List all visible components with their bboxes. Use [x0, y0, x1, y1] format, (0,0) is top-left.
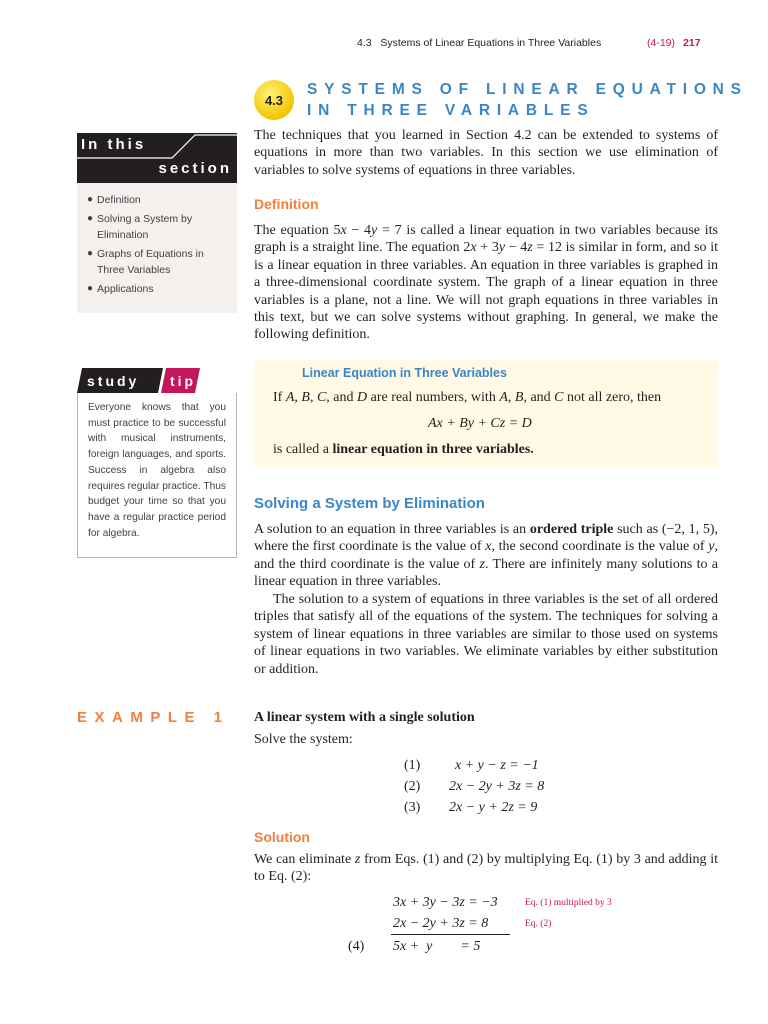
work-line-3-number: (4)	[348, 939, 365, 954]
list-item: ● Solving a System by Elimination	[87, 213, 193, 241]
system-equation-3-expr: 2x − y + 2z = 9	[449, 800, 538, 815]
solution-paragraph: We can eliminate z from Eqs. (1) and (2) by multiplying Eq. (1) by 3 and adding it to Eq. (2):	[254, 852, 718, 885]
study-tip-header	[77, 368, 239, 393]
solving-paragraph-2: The solution to a system of equations in three variables is the set of all ordered triples that satisfy all of the equations of the system. The techniques for solving a system of linear equations in three variables are similar to those used on systems of linear equations in two variables. We eliminate variables by either substitution or addition.	[254, 592, 718, 677]
definition-box-equation: Ax + By + Cz = D	[428, 416, 532, 431]
in-this-label: In this	[81, 136, 147, 153]
section-title-line2: IN THREE VARIABLES	[307, 102, 595, 119]
section-badge: 4.3	[254, 80, 294, 120]
example-label: EXAMPLE 1	[77, 709, 230, 726]
bullet-icon: ●	[87, 283, 94, 294]
solution-heading: Solution	[254, 829, 310, 845]
work-line-1: 3x + 3y − 3z = −3	[393, 895, 498, 910]
intro-paragraph: The techniques that you learned in Section 4.2 can be extended to systems of equations in more than two variables. In this section we use elimination of variables to solve systems of equations in three variables.	[254, 128, 718, 178]
work-note-1: Eq. (1) multiplied by 3	[525, 898, 612, 908]
tip-label: tip	[170, 373, 197, 389]
sum-divider	[391, 934, 510, 935]
definition-heading: Definition	[254, 196, 319, 212]
bullet-icon: ●	[87, 194, 94, 205]
bullet-icon: ●	[87, 213, 94, 224]
in-this-section-header	[77, 133, 237, 183]
study-label: study	[87, 373, 140, 389]
list-item: ● Graphs of Equations in Three Variables	[87, 248, 204, 276]
section-label: section	[158, 160, 232, 177]
definition-box	[254, 360, 718, 467]
definition-box-condition: If A, B, C, and D are real numbers, with A, B, and C not all zero, then	[273, 390, 662, 405]
system-equation-2: (2)	[404, 779, 421, 794]
page-ref: (4-19)	[647, 37, 676, 49]
system-equation-1-expr: x + y − z = −1	[455, 758, 539, 773]
system-equation-2-expr: 2x − 2y + 3z = 8	[449, 779, 545, 794]
solving-heading: Solving a System by Elimination	[254, 495, 485, 512]
running-head	[357, 37, 701, 49]
system-equation-1: (1)	[404, 758, 421, 773]
running-head-title: Systems of Linear Equations in Three Variables	[380, 37, 602, 49]
work-line-2: 2x − 2y + 3z = 8	[393, 916, 489, 931]
bullet-icon: ●	[87, 248, 94, 259]
solving-paragraph-1: A solution to an equation in three variables is an ordered triple such as (−2, 1, 5), where the first coordinate is the value of x, the second coordinate is the value of y, and the third coordinate is the value of z. There are infinitely many solutions to a linear equation in three variables.	[254, 522, 719, 590]
definition-box-title: Linear Equation in Three Variables	[302, 366, 507, 380]
definition-box-conclusion: is called a linear equation in three variables.	[273, 442, 534, 457]
in-this-section-list	[77, 183, 237, 313]
page-number-group	[647, 37, 701, 49]
example-title: A linear system with a single solution	[254, 710, 475, 725]
work-note-2: Eq. (2)	[525, 919, 552, 929]
section-title	[307, 79, 748, 121]
work-line-3: 5x + y = 5	[393, 939, 481, 954]
system-equation-3: (3)	[404, 800, 421, 815]
list-item: ● Applications	[87, 283, 154, 295]
page-number: 217	[683, 37, 701, 49]
section-title-line1: SYSTEMS OF LINEAR EQUATIONS	[307, 81, 748, 98]
example-prompt: Solve the system:	[254, 732, 353, 747]
running-head-section: 4.3	[357, 37, 372, 49]
study-tip-box	[77, 368, 239, 558]
study-tip-text: Everyone knows that you must practice to be successful with musical instruments, foreign languages, and sports. Success in algebra also requires regular practice. Thus budget your time so that you have a regular practice period for algebra.	[77, 393, 237, 558]
definition-paragraph: The equation 5x − 4y = 7 is called a linear equation in two variables because its graph is a straight line. The equation 2x + 3y − 4z = 12 is similar in form, and so it is a linear equation in three variables. An equation in three variables is graphed in a three-dimensional coordinate system. The graph of a linear equation in three variables is a plane, not a line. We will not graph equations in three variables in this text, but we can solve systems without graphing. In general, we make the following definition.	[254, 223, 718, 343]
list-item: ● Definition	[87, 194, 141, 206]
